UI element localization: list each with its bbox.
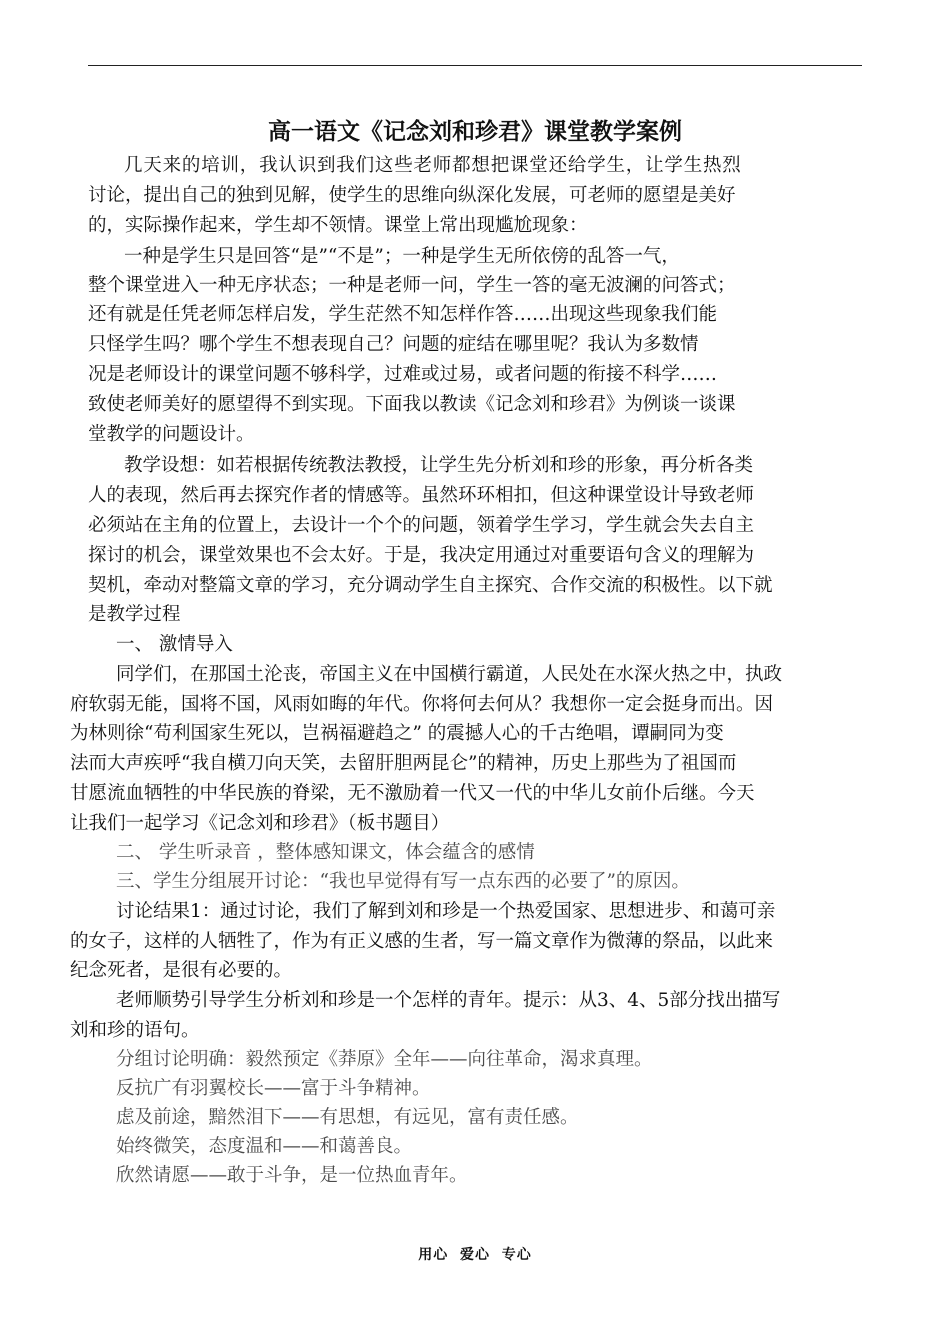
section-heading: 一、 激情导入: [116, 634, 233, 655]
list-item: 始终微笑，态度温和——和蔼善良。: [116, 1136, 413, 1157]
text-line: 的女子，这样的人牺牲了，作为有正义感的生者，写一篇文章作为微薄的祭品，以此来: [70, 931, 774, 952]
list-item: 反抗广有羽翼校长——富于斗争精神。: [116, 1078, 431, 1099]
document-title: 高一语文《记念刘和珍君》课堂教学案例: [268, 118, 682, 145]
text-line: 几天来的培训，我认识到我们这些老师都想把课堂还给学生，让学生热烈: [124, 155, 742, 176]
section-heading: 三、学生分组展开讨论：“我也早觉得有写一点东西的必要了”的原因。: [116, 871, 690, 892]
text-line: 同学们，在那国土沦丧，帝国主义在中国横行霸道，人民处在水深火热之中，执政: [116, 664, 783, 685]
list-item: 分组讨论明确：毅然预定《莽原》全年——向往革命，渴求真理。: [116, 1049, 653, 1070]
text-line: 讨论，提出自己的独到见解，使学生的思维向纵深化发展，可老师的愿望是美好: [88, 185, 736, 206]
text-line: 为林则徐“苟利国家生死以，岂祸福避趋之” 的震撼人心的千古绝唱，谭嗣同为变: [70, 723, 724, 744]
text-line: 况是老师设计的课堂问题不够科学，过难或过易，或者问题的衔接不科学……: [88, 364, 718, 385]
text-line: 府软弱无能，国将不国，风雨如晦的年代。你将何去何从？我想你一定会挺身而出。因: [70, 694, 774, 715]
page-footer: 用心 爱心 专心: [418, 1247, 532, 1263]
text-line: 一种是学生只是回答“是”“不是”；一种是学生无所依傍的乱答一气，: [124, 246, 680, 267]
section-heading: 二、 学生听录音 ，整体感知课文，体会蕴含的感情: [116, 842, 535, 863]
text-line: 的，实际操作起来，学生却不领情。课堂上常出现尴尬现象：: [88, 215, 588, 236]
text-line: 堂教学的问题设计。: [88, 424, 255, 445]
text-line: 契机，牵动对整篇文章的学习，充分调动学生自主探究、合作交流的积极性。以下就: [88, 575, 773, 596]
text-line: 甘愿流血牺牲的中华民族的脊梁，无不激励着一代又一代的中华儿女前仆后继。今天: [70, 783, 755, 804]
text-line: 纪念死者，是很有必要的。: [70, 960, 293, 981]
list-item: 欣然请愿——敢于斗争，是一位热血青年。: [116, 1165, 468, 1186]
text-line: 还有就是任凭老师怎样启发，学生茫然不知怎样作答……出现这些现象我们能: [88, 304, 718, 325]
text-line: 只怪学生吗？哪个学生不想表现自己？问题的症结在哪里呢？我认为多数情: [88, 334, 699, 355]
list-item: 虑及前途，黯然泪下——有思想，有远见，富有责任感。: [116, 1107, 579, 1128]
text-line: 致使老师美好的愿望得不到实现。下面我以教读《记念刘和珍君》为例谈一谈课: [88, 394, 736, 415]
text-line: 教学设想：如若根据传统教法教授，让学生先分析刘和珍的形象，再分析各类: [124, 455, 754, 476]
header-rule: [88, 65, 862, 66]
text-line: 讨论结果1：通过讨论，我们了解到刘和珍是一个热爱国家、思想进步、和蔼可亲: [116, 901, 776, 922]
text-line: 法而大声疾呼“我自横刀向天笑，去留肝胆两昆仑”的精神，历史上那些为了祖国而: [70, 753, 737, 774]
text-line: 是教学过程: [88, 604, 181, 625]
text-line: 让我们一起学习《记念刘和珍君》（板书题目）: [70, 813, 450, 834]
text-line: 刘和珍的语句。: [70, 1020, 200, 1041]
text-line: 整个课堂进入一种无序状态；一种是老师一问，学生一答的毫无波澜的问答式；: [88, 275, 736, 296]
text-line: 人的表现，然后再去探究作者的情感等。虽然环环相扣，但这种课堂设计导致老师: [88, 485, 755, 506]
text-line: 探讨的机会，课堂效果也不会太好。于是，我决定用通过对重要语句含义的理解为: [88, 545, 755, 566]
text-line: 必须站在主角的位置上，去设计一个个的问题，领着学生学习，学生就会失去自主: [88, 515, 755, 536]
text-line: 老师顺势引导学生分析刘和珍是一个怎样的青年。提示：从3、4、5部分找出描写: [116, 990, 781, 1011]
